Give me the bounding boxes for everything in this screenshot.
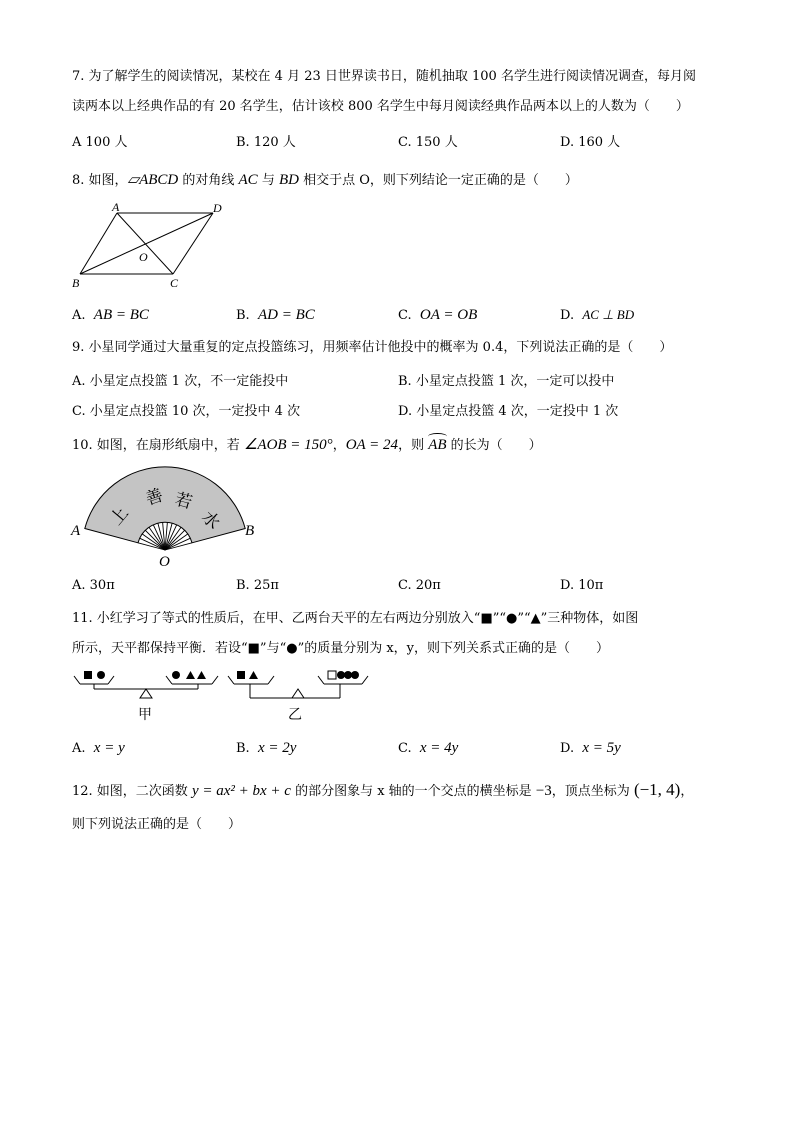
q11-option-b (236, 740, 296, 757)
label-d: D (213, 201, 222, 215)
q8-option-b-expr: AD = BC (257, 307, 315, 323)
q12-prefix: 12. 如图，二次函数 (72, 784, 192, 799)
circle-icon (172, 671, 180, 679)
q12-line2: 则下列说法正确的是（ ） (72, 817, 242, 832)
q8-option-a-letter: A. (72, 308, 86, 323)
q10-option-a: A. 30π (72, 578, 115, 593)
arc-symbol (428, 433, 446, 440)
q8-prefix: 8. 如图， (72, 173, 128, 188)
q11-option-b-expr: x = 2y (257, 740, 297, 756)
q11-option-d-expr: x = 5y (582, 740, 621, 756)
q7-option-b: B. 120 人 (236, 135, 296, 150)
q7-option-c: C. 150 人 (398, 135, 458, 150)
balance-figure (70, 664, 370, 724)
q11-line1: 11. 小红学习了等式的性质后，在甲、乙两台天平的左右两边分别放入“■”“●”“▲”三种物体，如图 (72, 611, 639, 626)
q11-option-a-expr: x = y (93, 740, 125, 756)
q12-mid2: ，顶点坐标为 (551, 784, 634, 799)
q8-parallelogram-symbol: ▱ABCD (127, 172, 179, 188)
q11-option-a-letter: A. (72, 741, 86, 756)
q9-option-b: B. 小星定点投篮 1 次，一定可以投中 (398, 374, 615, 389)
label-a: A (71, 523, 81, 539)
fan-figure (68, 462, 268, 570)
q12-end: ， (680, 784, 694, 799)
square-icon (328, 671, 336, 679)
q8-option-d-expr: AC ⊥ BD (582, 307, 635, 322)
scale-yi-right-items (328, 671, 359, 679)
triangle-icon (197, 671, 206, 679)
fan-char-2: 善 (143, 485, 166, 509)
label-c: C (170, 276, 179, 290)
q10-arc (428, 436, 446, 454)
diagonal-ac (117, 213, 173, 274)
q10-angle: ∠AOB = 150° (243, 437, 333, 453)
q10-option-b: B. 25π (236, 578, 279, 593)
q10-option-d: D. 10π (560, 578, 604, 593)
label-b: B (245, 523, 255, 539)
q8-stem (72, 171, 578, 190)
scale-yi-label: 乙 (288, 708, 302, 723)
q10-option-c: C. 20π (398, 578, 441, 593)
q12-mid: 的部分图象与 x 轴的一个交点的横坐标是 (290, 784, 536, 799)
q10-suffix: 的长为（ ） (446, 438, 542, 453)
circle-icon (337, 671, 345, 679)
q8-option-d (560, 307, 634, 323)
circle-icon (344, 671, 352, 679)
q8-option-c (398, 307, 477, 324)
q10-stem (72, 436, 542, 455)
q10-mid: ，则 (398, 438, 429, 453)
scale-yi (228, 676, 368, 698)
q9-stem: 9. 小星同学通过大量重复的定点投篮练习，用频率估计他投中的概率为 0.4，下列说法正确的是（ ） (72, 340, 673, 355)
circle-icon (351, 671, 359, 679)
q12-vertex: (−1, 4) (633, 780, 681, 799)
q10-prefix: 10. 如图，在扇形纸扇中，若 (72, 438, 244, 453)
label-o: O (139, 250, 148, 264)
label-a: A (112, 200, 120, 214)
q11-line2: 所示，天平都保持平衡．若设“■”与“●”的质量分别为 x，y，则下列关系式正确的是（ ） (72, 641, 610, 656)
q12-root: −3 (535, 783, 552, 799)
q11-option-c-expr: x = 4y (419, 740, 459, 756)
q9-option-c: C. 小星定点投篮 10 次，一定投中 4 次 (72, 404, 301, 419)
q11-option-d (560, 740, 621, 757)
square-icon (237, 671, 245, 679)
circle-icon (97, 671, 105, 679)
triangle-icon (186, 671, 195, 679)
fan-char-1: 上 (106, 503, 132, 529)
side-ab (80, 213, 117, 274)
q10-arc-label: AB (428, 437, 447, 453)
fan-char-3: 若 (172, 489, 195, 513)
scale-yi-left-items (237, 671, 258, 679)
q8-option-b-letter: B. (236, 308, 250, 323)
q8-mid2: 与 (257, 173, 279, 188)
q8-option-c-expr: OA = OB (419, 307, 478, 323)
q8-suffix: 相交于点 O，则下列结论一定正确的是（ ） (298, 173, 578, 188)
scale-jia-left-items (84, 671, 105, 679)
scale-jia (74, 676, 218, 698)
q12-function: y = ax² + bx + c (191, 783, 291, 799)
parallelogram-figure (70, 200, 240, 295)
label-o: O (159, 554, 170, 570)
fan-paper (85, 467, 245, 543)
q7-option-a: A 100 人 (72, 135, 128, 150)
q8-option-a-expr: AB = BC (93, 307, 149, 323)
q11-option-b-letter: B. (236, 741, 250, 756)
q9-option-d: D. 小星定点投篮 4 次，一定投中 1 次 (398, 404, 619, 419)
fan-char-4: 水 (198, 507, 224, 533)
q9-option-a: A. 小星定点投篮 1 次，不一定能投中 (72, 374, 289, 389)
scale-jia-label: 甲 (138, 708, 152, 723)
q8-option-c-letter: C. (398, 308, 412, 323)
q10-sep: ， (332, 438, 346, 453)
label-b: B (72, 276, 80, 290)
q11-option-c (398, 740, 458, 757)
q8-bd: BD (278, 172, 299, 188)
triangle-icon (249, 671, 258, 679)
q11-option-c-letter: C. (398, 741, 412, 756)
q11-option-a (72, 740, 125, 757)
q8-option-b (236, 307, 315, 324)
q8-ac: AC (238, 172, 258, 188)
q7-line2: 读两本以上经典作品的有 20 名学生，估计该校 800 名学生中每月阅读经典作品两本以上的人数为（ ） (72, 99, 689, 114)
q7-line1: 7. 为了解学生的阅读情况，某校在 4 月 23 日世界读书日，随机抽取 100 名学生进行阅读情况调查，每月阅 (72, 69, 696, 84)
q7-option-d: D. 160 人 (560, 135, 621, 150)
q12-line1 (72, 781, 693, 801)
square-icon (84, 671, 92, 679)
q8-mid1: 的对角线 (178, 173, 239, 188)
q11-option-d-letter: D. (560, 741, 575, 756)
scale-jia-right-items (172, 671, 206, 679)
q10-oa: OA = 24 (345, 437, 399, 453)
q8-option-d-letter: D. (560, 308, 575, 323)
q8-option-a (72, 307, 149, 324)
